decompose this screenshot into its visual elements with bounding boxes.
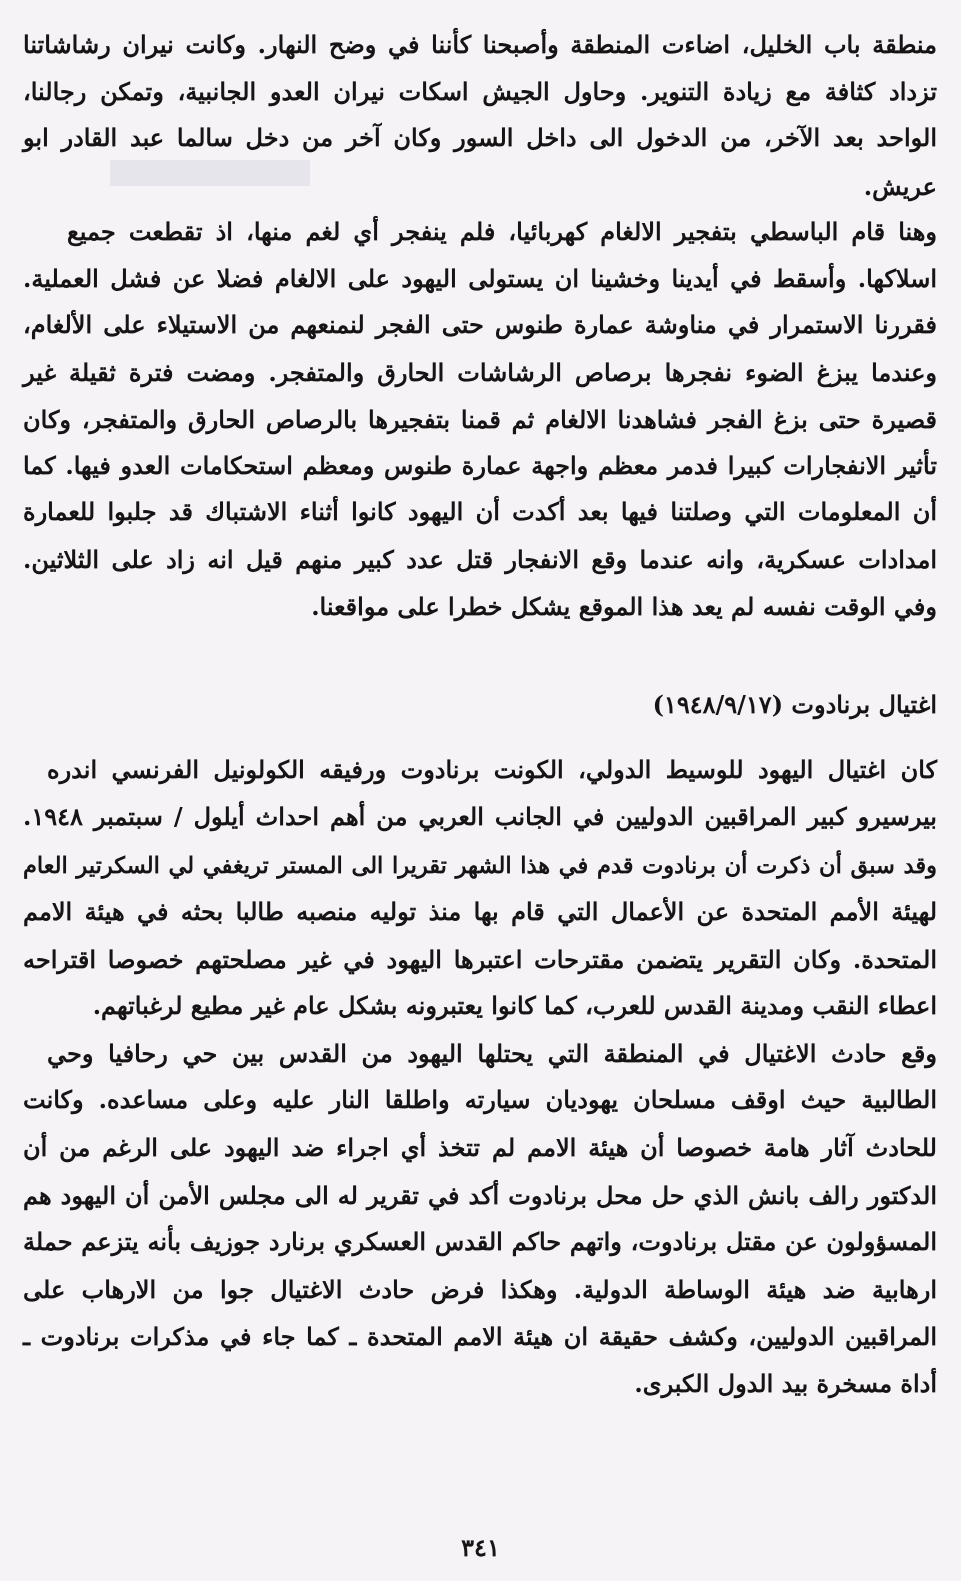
section-heading: اغتيال برنادوت (١٩٤٨/٩/١٧) (652, 690, 937, 719)
text-line: عريش. (863, 172, 937, 201)
text-line: الواحد بعد الآخر، من الدخول الى داخل السور وكان آخر من دخل سالما عبد القادر ابو (23, 123, 937, 152)
text-line: قصيرة حتى بزغ الفجر فشاهدنا الالغام ثم قمنا بتفجيرها بالرصاص الحارق والمتفجر، وكان (23, 405, 937, 434)
text-line: تأثير الانفجارات كبيرا فدمر معظم واجهة عمارة طنوس ومعظم استحكامات العدو فيها. كما (23, 451, 937, 480)
text-line: فقررنا الاستمرار في مناوشة عمارة طنوس حتى الفجر لنمنعهم من الاستيلاء على الألغام، (23, 310, 937, 339)
text-line: الطالبية حيث اوقف مسلحان يهوديان سيارته واطلقا النار عليه وعلى مساعده. وكانت (23, 1085, 937, 1114)
text-line: كان اغتيال اليهود للوسيط الدولي، الكونت برنادوت ورفيقه الكولونيل الفرنسي اندره (47, 755, 937, 784)
text-line: تزداد كثافة مع زيادة التنوير. وحاول الجيش اسكات نيران العدو الجانبية، وتمكن رجالنا، (23, 77, 937, 106)
text-line: المتحدة. وكان التقرير يتضمن مقترحات اعتبرها اليهود في غير مصلحتهم خصوصا اقتراحه (23, 945, 937, 974)
text-line: اسلاكها. وأسقط في أيدينا وخشينا ان يستولى اليهود على الالغام فضلا عن فشل العملية. (23, 264, 937, 293)
text-line: امدادات عسكرية، وانه عندما وقع الانفجار قتل عدد كبير منهم قيل انه زاد على الثلاثين. (23, 545, 937, 574)
text-line: ارهابية ضد هيئة الوساطة الدولية. وهكذا فرض حادث الاغتيال جوا من الارهاب على (23, 1275, 937, 1304)
text-line: أداة مسخرة بيد الدول الكبرى. (634, 1369, 937, 1398)
text-line: أن المعلومات التي وصلتنا فيها بعد أكدت أن اليهود كانوا أثناء الاشتباك قد جلبوا للعمارة (23, 497, 937, 526)
text-line: المسؤولون عن مقتل برنادوت، واتهم حاكم القدس العسكري برنارد جوزيف بأنه يتزعم حملة (23, 1227, 937, 1256)
text-line: وقد سبق أن ذكرت أن برنادوت قدم في هذا الشهر تقريرا الى المستر تريغفي لي السكرتير العام (23, 853, 937, 879)
text-line: وفي الوقت نفسه لم يعد هذا الموقع يشكل خطرا على مواقعنا. (311, 592, 937, 621)
text-line: المراقبين الدوليين، وكشف حقيقة ان هيئة الامم المتحدة ـ كما جاء في مذكرات برنادوت ـ (23, 1322, 937, 1351)
text-line: وهنا قام الباسطي بتفجير الالغام كهربائيا، فلم ينفجر أي لغم منها، اذ تقطعت جميع (67, 217, 937, 246)
text-line: اعطاء النقب ومدينة القدس للعرب، كما كانوا يعتبرونه بشكل عام غير مطيع لرغباتهم. (92, 991, 937, 1020)
text-line: وقع حادث الاغتيال في المنطقة التي يحتلها اليهود من القدس بين حي رحافيا وحي (47, 1039, 937, 1068)
text-line: للحادث آثار هامة خصوصا أن هيئة الامم لم تتخذ أي اجراء ضد اليهود على الرغم من أن (23, 1133, 937, 1162)
text-line: لهيئة الأمم المتحدة عن الأعمال التي قام بها منذ توليه منصبه طالبا بحثه في هيئة الامم (23, 897, 937, 926)
text-line: الدكتور رالف بانش الذي حل محل برنادوت أكد في تقرير له الى مجلس الأمن أن اليهود هم (23, 1181, 937, 1210)
text-line: منطقة باب الخليل، اضاءت المنطقة وأصبحنا كأننا في وضح النهار. وكانت نيران رشاشاتنا (23, 30, 937, 59)
text-line: وعندما يبزغ الضوء نفجرها برصاص الرشاشات الحارق والمتفجر. ومضت فترة ثقيلة غير (23, 358, 937, 387)
page-number: ٣٤١ (461, 1533, 500, 1562)
text-line: بيرسيرو كبير المراقبين الدوليين في الجانب العربي من أهم احداث أيلول / سبتمبر ١٩٤٨. (23, 802, 937, 831)
